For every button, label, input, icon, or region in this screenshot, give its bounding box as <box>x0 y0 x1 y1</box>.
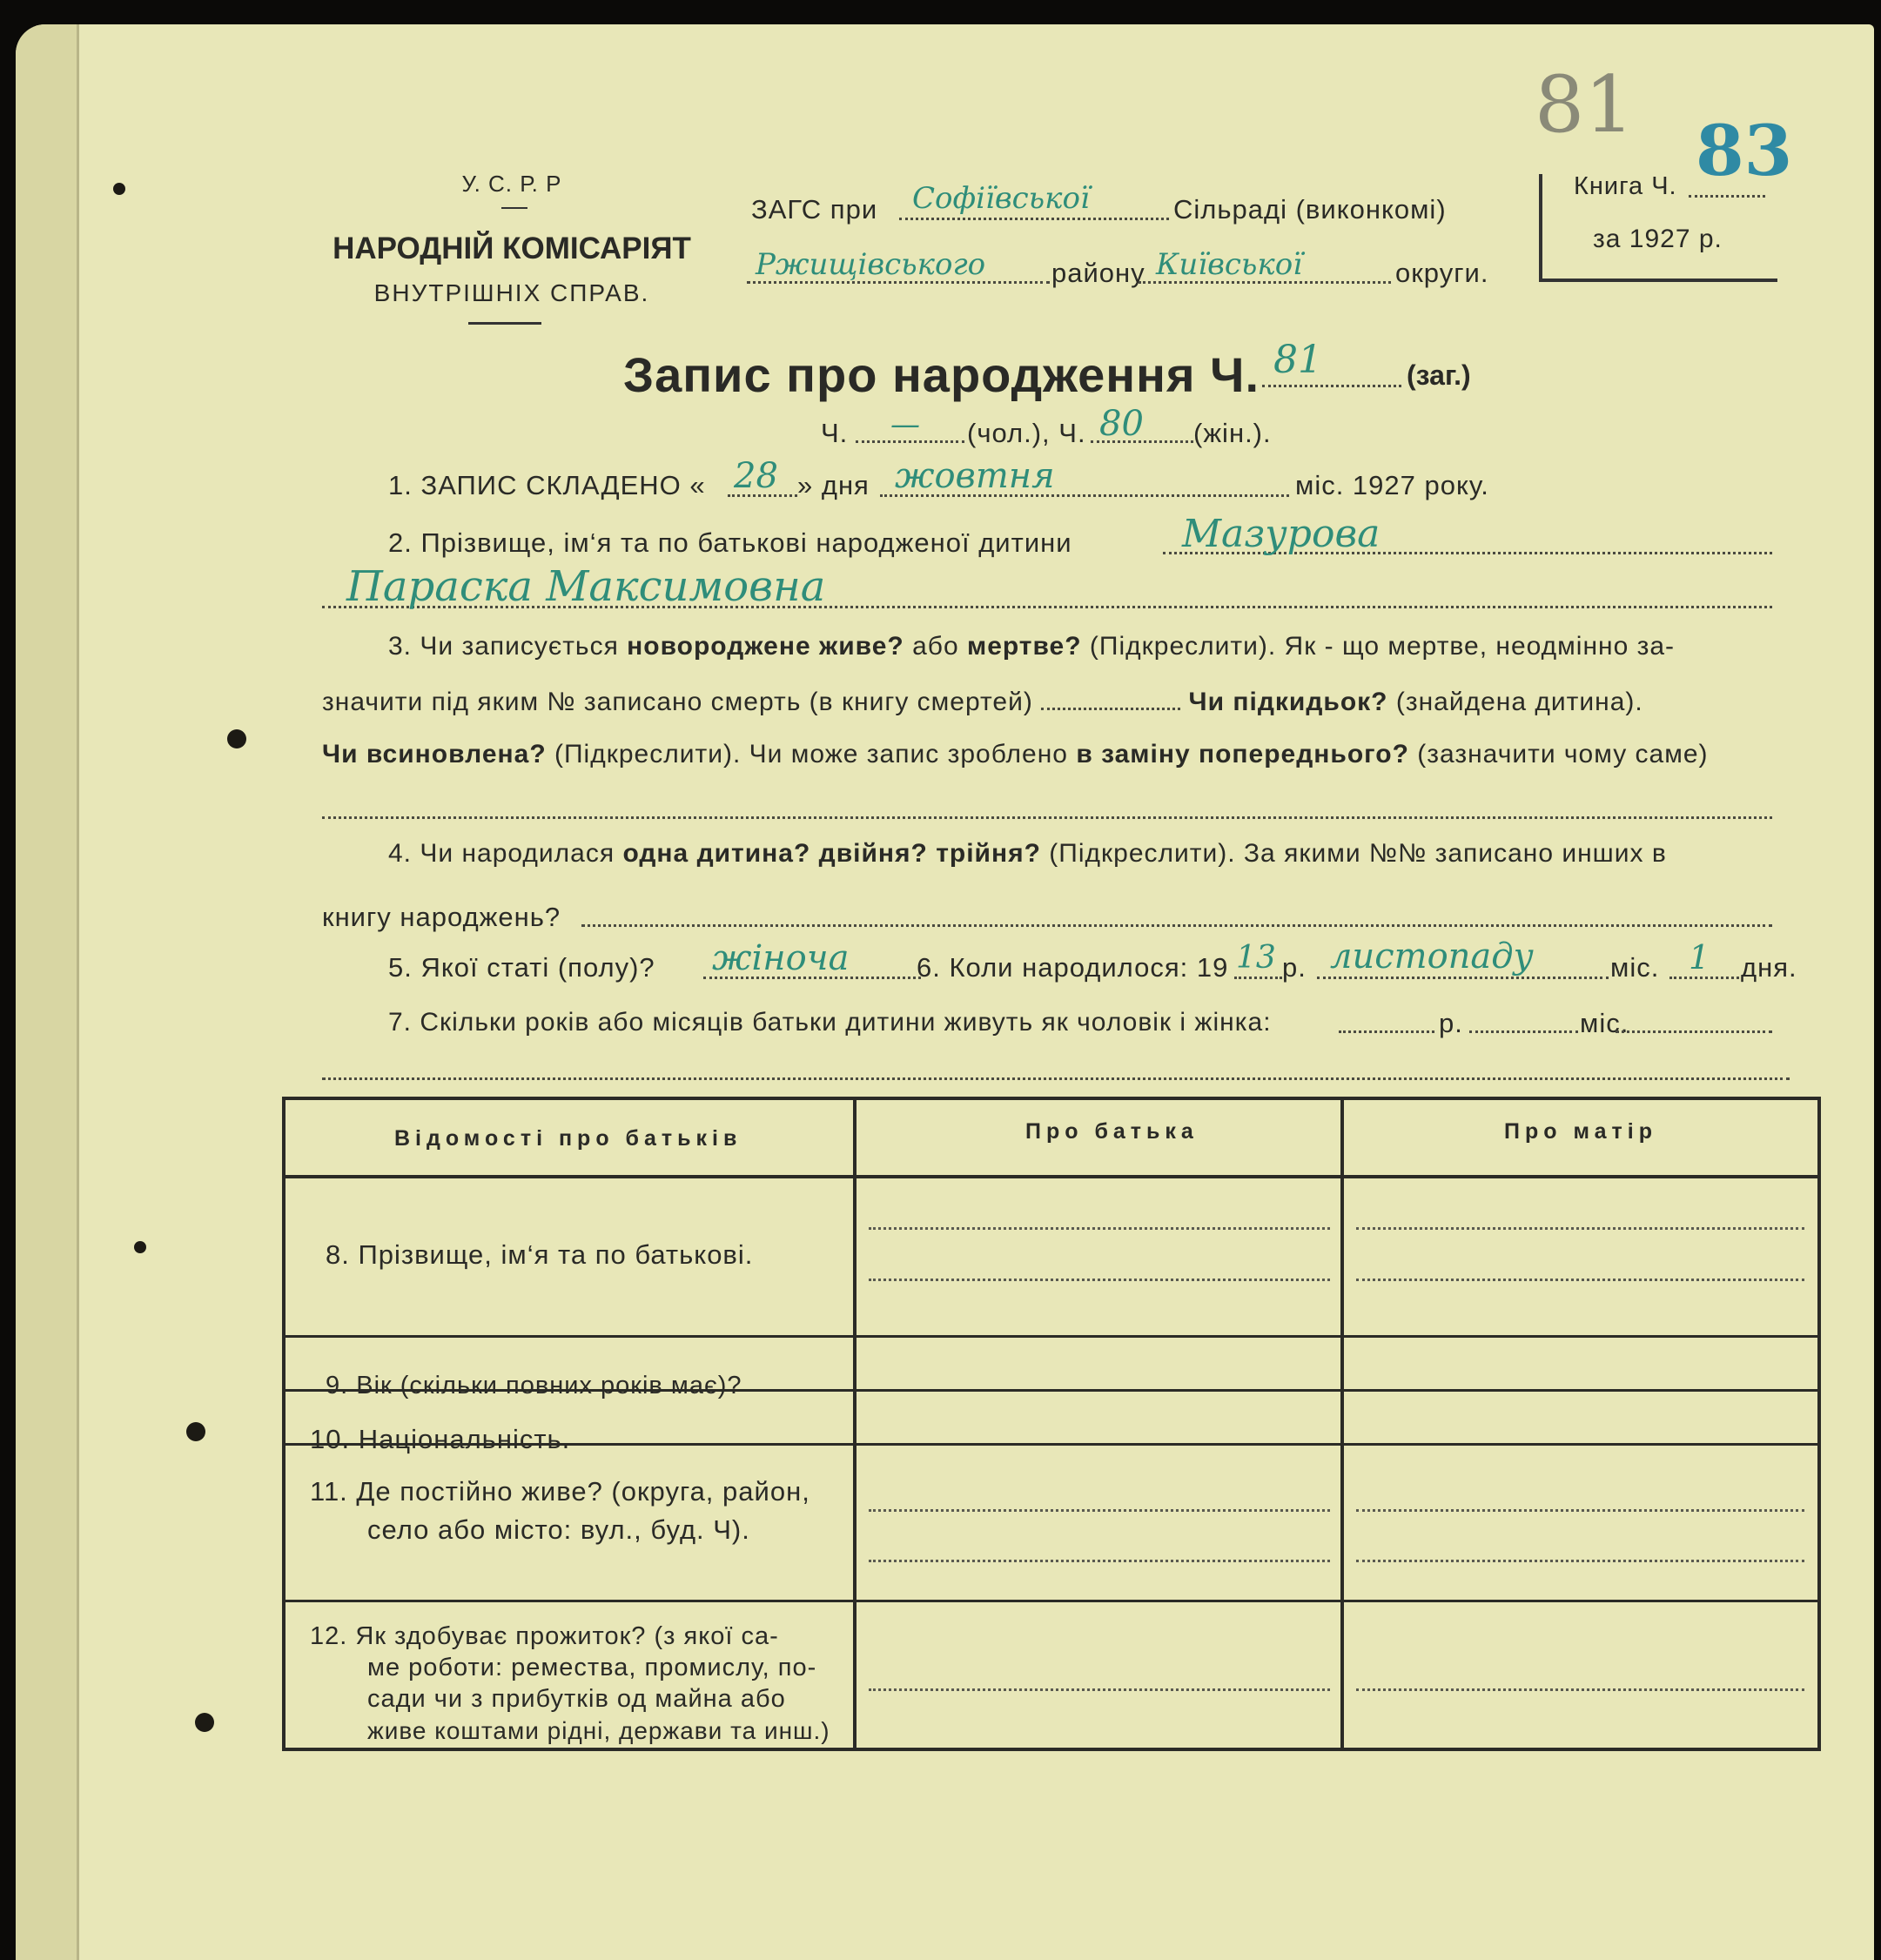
table-row-divider <box>286 1600 1817 1602</box>
table-header-info: Відомості про батьків <box>394 1126 742 1151</box>
field4-question: 4. Чи народилася <box>388 839 615 868</box>
field1-month-handwriting: жовтня <box>895 456 1055 496</box>
field7-months-field <box>1469 1030 1578 1033</box>
field3-instruction: (Підкреслити). Як - що мертве, неодмінно за- <box>1089 632 1676 661</box>
field2-name-handwriting: Параска Максимовна <box>346 562 826 611</box>
record-total-suffix: (заг.) <box>1407 359 1471 391</box>
female-number-handwriting: 80 <box>1099 404 1144 444</box>
book-number-field <box>1689 195 1765 198</box>
field3-death-ref-field <box>1041 708 1180 710</box>
field4-instruction: (Підкреслити). За якими №№ записано инших в <box>1049 839 1667 868</box>
field6-label: 6. Коли народилося: 19 <box>917 952 1229 983</box>
field3-question: 3. Чи записується <box>388 632 619 661</box>
book-binding <box>16 24 79 1960</box>
field1-day-handwriting: 28 <box>734 456 778 496</box>
record-title: Запис про народження Ч. <box>623 347 1260 402</box>
table-header-mother: Про матір <box>1504 1119 1657 1144</box>
binding-hole <box>186 1422 205 1441</box>
field6-month-field <box>1317 977 1609 979</box>
village-field <box>899 218 1169 220</box>
field4-field <box>581 924 1772 927</box>
commissariat-title: НАРОДНІЙ КОМІСАРІЯТ <box>333 232 691 265</box>
field6-day-unit: дня. <box>1741 952 1797 983</box>
field7-tail <box>1616 1030 1772 1033</box>
divider <box>501 207 527 209</box>
row11-label-1: 11. Де постійно живе? (округа, район, <box>310 1476 810 1507</box>
row8-label: 8. Прізвище, ім‘я та по батькові. <box>326 1239 754 1270</box>
row12-label-4: живе коштами рідні, держави та инш.) <box>367 1717 830 1744</box>
field3-or: або <box>912 632 959 661</box>
divider <box>468 322 541 325</box>
record-number-field <box>1262 385 1401 387</box>
okrug-label: округи. <box>1395 258 1489 288</box>
field3-line3 <box>322 740 1709 769</box>
field7-label: 7. Скільки років або місяців батьки дитини живуть як чоловік і жінка: <box>388 1008 1272 1037</box>
book-number-label: Книга Ч. <box>1574 172 1677 200</box>
field1-suffix: міс. 1927 року. <box>1295 470 1489 500</box>
father-address-line <box>869 1509 1330 1512</box>
book-year: за 1927 р. <box>1593 225 1723 253</box>
father-address-line <box>869 1560 1330 1562</box>
field5-label: 5. Якої статі (полу)? <box>388 952 655 983</box>
field3-foundling: Чи підкидьок? <box>1188 688 1388 716</box>
binding-hole <box>134 1241 146 1253</box>
district-handwriting: Ржищівського <box>756 247 986 282</box>
mother-address-line <box>1356 1509 1804 1512</box>
field1-mid: » дня <box>797 470 870 500</box>
field7-months-unit: міс. <box>1580 1008 1629 1038</box>
document-page <box>16 24 1874 1960</box>
father-income-line <box>869 1688 1330 1691</box>
mother-name-line <box>1356 1279 1804 1281</box>
field2-surname-handwriting: Мазурова <box>1182 512 1381 556</box>
father-name-line <box>869 1279 1330 1281</box>
mother-income-line <box>1356 1688 1804 1691</box>
binding-hole <box>195 1713 214 1732</box>
field4-options: одна дитина? двійня? трійня? <box>622 839 1041 868</box>
male-number-handwriting: — <box>890 407 920 442</box>
village-handwriting: Софіївської <box>912 181 1090 216</box>
field4-line1 <box>388 839 1667 869</box>
row10-label: 10. Національність. <box>310 1424 571 1454</box>
row9-label: 9. Вік (скільки повних років має)? <box>326 1372 742 1400</box>
field6-day-handwriting: 1 <box>1689 938 1710 977</box>
table-row-divider <box>286 1335 1817 1338</box>
field3-replacement-question: (Підкреслити). Чи може запис зроблено <box>554 740 1068 769</box>
field3-adopted: Чи всиновлена? <box>322 740 547 769</box>
male-number-label: (чол.), Ч. <box>967 418 1086 448</box>
row12-label-1: 12. Як здобуває прожиток? (з якої са- <box>310 1622 779 1650</box>
republic-label: У. С. Р. Р <box>461 171 562 197</box>
field5-handwriting: жіноча <box>712 938 850 978</box>
record-number-handwriting: 81 <box>1273 338 1322 382</box>
zags-prefix: ЗАГС при <box>751 194 878 225</box>
field6-year-field <box>1234 977 1282 979</box>
field7-years-unit: р. <box>1439 1008 1463 1038</box>
district-label: району <box>1051 258 1145 288</box>
field3-dead-option: мертве? <box>967 632 1082 661</box>
field3-replacement: в заміну попереднього? <box>1076 740 1409 769</box>
field4-line2: книгу народжень? <box>322 902 561 932</box>
okrug-handwriting: Київської <box>1156 247 1303 282</box>
field3-foundling-note: (знайдена дитина). <box>1395 688 1643 716</box>
department-title: ВНУТРІШНІХ СПРАВ. <box>373 279 650 306</box>
row12-label-3: сади чи з прибутків од майна або <box>367 1685 786 1713</box>
field6-year-handwriting: 13 <box>1236 940 1276 976</box>
field6-day-field <box>1669 977 1739 979</box>
field6-month-unit: міс. <box>1610 952 1660 983</box>
village-suffix: Сільраді (виконкомі) <box>1173 194 1447 225</box>
binding-hole <box>113 183 125 195</box>
field3-death-ref: значити під яким № записано смерть (в книгу смертей) <box>322 688 1033 716</box>
field3-line2 <box>322 688 1643 717</box>
archive-ink-mark: 83 <box>1696 110 1793 191</box>
binding-hole <box>227 729 246 748</box>
table-column-divider <box>853 1100 857 1748</box>
mother-name-line <box>1356 1227 1804 1230</box>
table-column-divider <box>1340 1100 1344 1748</box>
field6-month-handwriting: листопаду <box>1330 936 1534 977</box>
field1-prefix: 1. ЗАПИС СКЛАДЕНО « <box>388 470 706 500</box>
field7-extra-line <box>322 1077 1790 1080</box>
parents-table <box>282 1097 1821 1751</box>
field2-label: 2. Прізвище, ім‘я та по батькові народженої дитини <box>388 527 1072 558</box>
field3-reason: (зазначити чому саме) <box>1417 740 1709 769</box>
female-number-label: (жін.). <box>1193 418 1272 448</box>
father-name-line <box>869 1227 1330 1230</box>
row12-label-2: ме роботи: ремества, промислу, по- <box>367 1654 817 1681</box>
table-header-father: Про батька <box>1025 1119 1199 1144</box>
archive-pencil-mark: 81 <box>1535 59 1635 151</box>
male-number-prefix: Ч. <box>821 418 849 448</box>
table-header-divider <box>286 1175 1817 1178</box>
row11-label-2: село або місто: вул., буд. Ч). <box>367 1514 750 1545</box>
field3-live-option: новороджене живе? <box>627 632 904 661</box>
field3-line1 <box>388 632 1675 661</box>
mother-address-line <box>1356 1560 1804 1562</box>
field7-years-field <box>1339 1030 1434 1033</box>
field3-reason-field <box>322 816 1772 819</box>
field6-year-unit: р. <box>1282 952 1307 983</box>
